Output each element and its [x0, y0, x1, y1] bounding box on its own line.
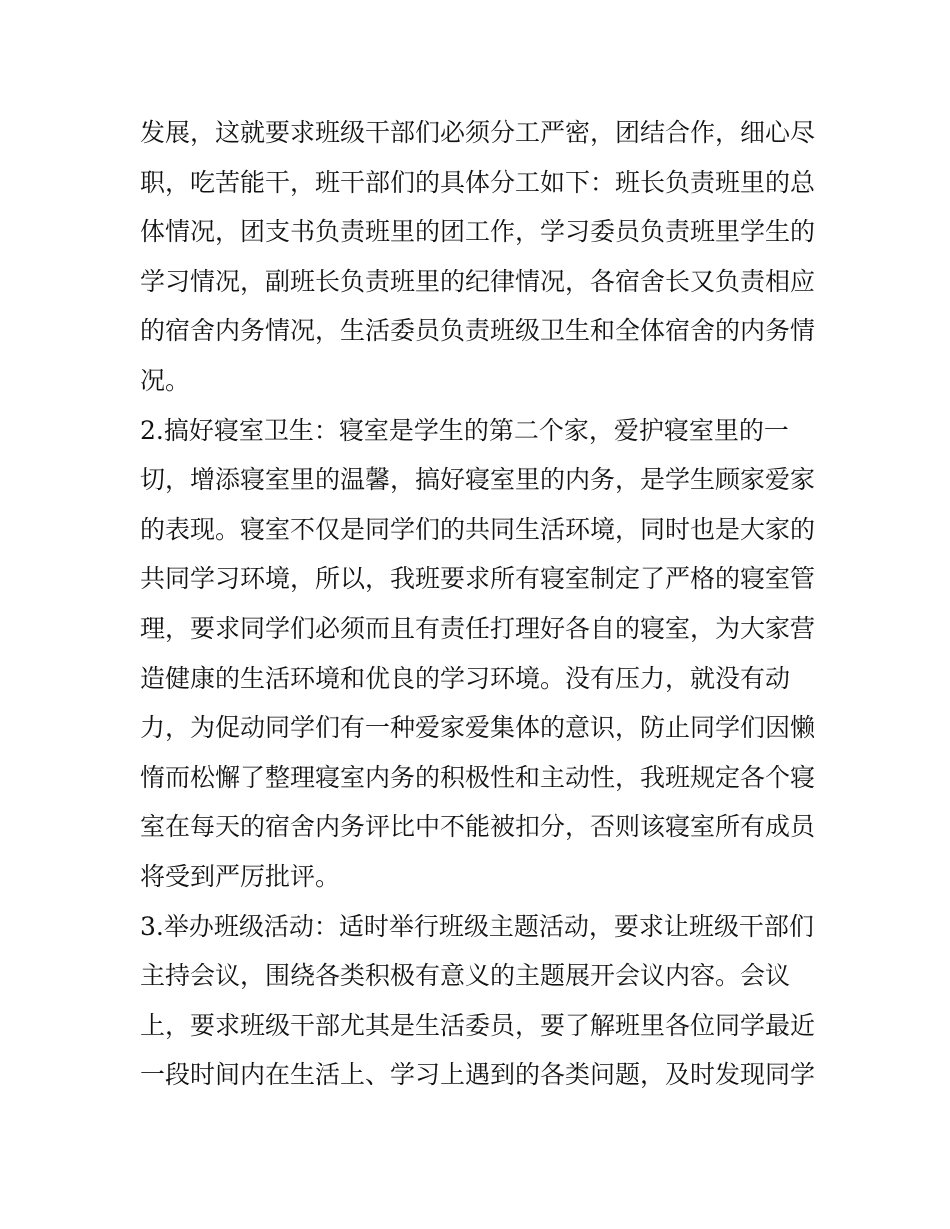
text-line: 学习情况，副班长负责班里的纪律情况，各宿舍长又负责相应 — [140, 266, 816, 296]
section-3-heading-line: 3.举办班级活动：适时举行班级主题活动，要求让班级干部们 — [140, 911, 814, 941]
text-line: 理，要求同学们必须而且有责任打理好各自的寝室，为大家营 — [140, 613, 816, 643]
text-line: 室在每天的宿舍内务评比中不能被扣分，否则该寝室所有成员 — [140, 812, 816, 842]
text-line: 切，增添寝室里的温馨，搞好寝室里的内务，是学生顾家爱家 — [140, 465, 816, 495]
text-line: 职，吃苦能干，班干部们的具体分工如下：班长负责班里的总 — [140, 167, 816, 197]
text-line: 上，要求班级干部尤其是生活委员，要了解班里各位同学最近 — [140, 1010, 816, 1040]
section-2-heading-line: 2.搞好寝室卫生：寝室是学生的第二个家，爱护寝室里的一 — [140, 415, 789, 445]
text-line: 造健康的生活环境和优良的学习环境。没有压力，就没有动 — [140, 663, 791, 693]
text-line: 将受到严厉批评。 — [140, 861, 341, 891]
text-line: 发展，这就要求班级干部们必须分工严密，团结合作，细心尽 — [140, 118, 816, 147]
text-line: 共同学习环境，所以，我班要求所有寝室制定了严格的寝室管 — [140, 564, 816, 594]
text-line: 况。 — [140, 365, 191, 395]
text-line: 一段时间内在生活上、学习上遇到的各类问题，及时发现同学 — [140, 1060, 816, 1090]
document-body — [140, 108, 820, 1100]
text-line: 力，为促动同学们有一种爱家爱集体的意识，防止同学们因懒 — [140, 713, 816, 743]
text-line: 主持会议，围绕各类积极有意义的主题展开会议内容。会议 — [140, 961, 791, 991]
text-line: 惰而松懈了整理寝室内务的积极性和主动性，我班规定各个寝 — [140, 762, 816, 792]
text-line: 体情况，团支书负责班里的团工作，学习委员负责班里学生的 — [140, 217, 816, 247]
text-line: 的表现。寝室不仅是同学们的共同生活环境，同时也是大家的 — [140, 514, 816, 544]
text-line: 的宿舍内务情况，生活委员负责班级卫生和全体宿舍的内务情 — [140, 316, 816, 346]
